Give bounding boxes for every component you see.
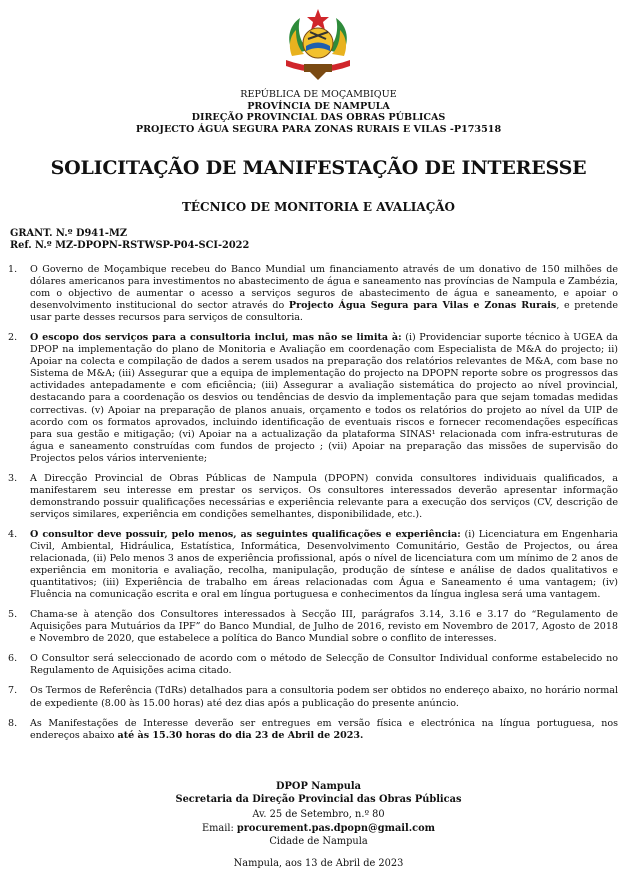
document-subtitle: TÉCNICO DE MONITORIA E AVALIAÇÃO [181,200,456,214]
item-strong: até às 15.30 horas do dia 23 de Abril de 2023. [117,729,364,741]
document-title: SOLICITAÇÃO DE MANIFESTAÇÃO DE INTERESSE [50,157,587,179]
country-name: REPÚBLICA DE MOÇAMBIQUE [240,89,397,100]
list-item [8,653,618,677]
item-text: Chama-se à atenção dos Consultores interessados à Secção III, parágrafos 3.14, 3.16 e 3.17 do “Regulamento de Aquisições para Mutuários da IPF” do Banco Mundial, de Julho de 2016, revisto em Novembro de 2017, Agosto de 2018 e Novembro de 2020, que estabelece a política do Banco Mundial sobre o conflito de interesses. [30,609,618,645]
issue-date: Nampula, aos 13 de Abril de 2023 [233,858,404,869]
item-text: (i) Providenciar suporte técnico à UGEA da DPOP na implementação do plano de Monitoria e Avaliação em coordenação com Especialista de M&A do projecto; ii) Apoiar na colecta e compilação de dados a serem usados na preparação dos relatórios relevantes de M&A, com base no Sistema de M&A; (iii) Assegurar que a equipa de implementação do projecto na DPOPN reporte sobre os progressos das actividades antepadamente e com eficiência; (iii) Assegurar a avaliação sistemática do projecto ao nível provincial, destacando para a coordenação os desvios ou tendências de desvio da implementação para que sejam tomadas medidas correctivas. (v) Apoiar na preparação de planos anuais, orçamento e todos os relatórios do projeto ao nível da UIP de acordo com os formatos aprovados, incluindo identificação de eventuais riscos e fornecer recomendações específicas para sua gestão e mitigação; (vi) Apoiar na a actualização da plataforma SINAS¹ relacionada com infra-estruturas de água e saneamento construídas com fundos de projecto ; (vii) Apoiar na preparação das missões de supervisão do Projectos pelos vários interveniente; [30,332,619,464]
item-lead: O consultor deve possuir, pelo menos, as seguintes qualificações e experiência: [30,528,461,540]
list-item [8,332,618,465]
item-number: 6. [8,653,18,665]
item-number: 7. [8,685,18,697]
item-number: 2. [8,332,18,344]
item-number: 1. [8,264,18,275]
national-emblem-icon [280,6,356,84]
project-name: PROJECTO ÁGUA SEGURA PARA ZONAS RURAIS E VILAS -P173518 [135,124,502,135]
item-number: 3. [8,472,18,484]
item-strong: Projecto Água Segura para Vilas e Zonas Rurais [288,300,557,312]
email-line [0,823,637,836]
item-tail: , e pretende usar parte desses recursos para serviços de consultoria. [30,300,619,324]
numbered-list [8,264,618,750]
item-number: 8. [8,717,18,729]
list-item [8,529,618,601]
list-item [8,685,618,709]
reference-number: Ref. N.º MZ-DPOPN-RSTWSP-P04-SCI-2022 [10,240,250,251]
item-text: (i) Licenciatura em Engenharia Civil, Ambiental, Hidráulica, Estatística, Informática, Desenvolvimento Comunitário, Gestão de Projectos, ou área relacionada, (ii) Pelo menos 3 anos de experiência profissional, após o nível de licenciatura com um mínimo de 2 anos de experiência em monitoria e avaliação, recolha, manipulação, produção de síntese e análise de dados qualitativos e quantitativos; (iii) Experiência de trabalho em áreas relacionadas com Água e Saneamento é uma vantagem; (iv) Fluência na comunicação escrita e oral em língua portuguesa e conhecimentos da língua inglesa será uma vantagem. [30,528,618,601]
item-text: As Manifestações de Interesse deverão ser entregues em versão física e electrónica na língua portuguesa, nos endereços abaixo [30,717,618,741]
item-text: A Direcção Provincial de Obras Públicas de Nampula (DPOPN) convida consultores individuais qualificados, a manifestarem seu interesse em prestar os serviços. Os consultores interessados deverão apresentar informação demonstrando possuir qualificações necessárias e experiência relevante para a execução dos serviços (CV, descrição de serviços similares, experiência em condições semelhantes, disponibilidade, etc.). [30,472,618,520]
city-name: Cidade de Nampula [269,836,368,847]
item-text: Os Termos de Referência (TdRs) detalhados para a consultoria podem ser obtidos no endereço abaixo, no horário normal de expediente (8.00 às 15.00 horas) até dez dias após a publicação do presente anúncio. [30,685,618,709]
item-lead: O escopo dos serviços para a consultoria inclui, mas não se limita à: [30,332,402,344]
item-number: 5. [8,609,18,621]
list-item [8,718,618,742]
item-text: O Consultor será seleccionado de acordo com o método de Selecção de Consultor Individual conforme estabelecido no Regulamento de Aquisições acima citado. [30,653,618,677]
list-item [8,609,618,645]
street-address: Av. 25 de Setembro, n.º 80 [252,809,385,820]
directorate-name: DIREÇÃO PROVINCIAL DAS OBRAS PÚBLICAS [191,112,446,123]
list-item [8,473,618,521]
secretariat-name: Secretaria da Direção Provincial das Obras Públicas [175,794,462,805]
office-name: DPOP Nampula [276,781,361,792]
grant-number: GRANT. N.º D941-MZ [10,228,127,239]
email-label: Email: [201,823,237,834]
province-name: PROVÍNCIA DE NAMPULA [247,101,390,112]
email-address: procurement.pas.dpopn@gmail.com [236,823,436,834]
list-item [8,264,618,324]
item-text: O Governo de Moçambique recebeu do Banco Mundial um financiamento através de um donativo de 150 milhões de dólares americanos para investimentos no abastecimento de água e saneamento nas províncias de Nampula e Zambézia, com o objectivo de aumentar o acesso a serviços seguros de abastecimento de água e saneamento, e apoiar o desenvolvimento institucional do sector através do [30,264,618,312]
item-number: 4. [8,528,18,540]
